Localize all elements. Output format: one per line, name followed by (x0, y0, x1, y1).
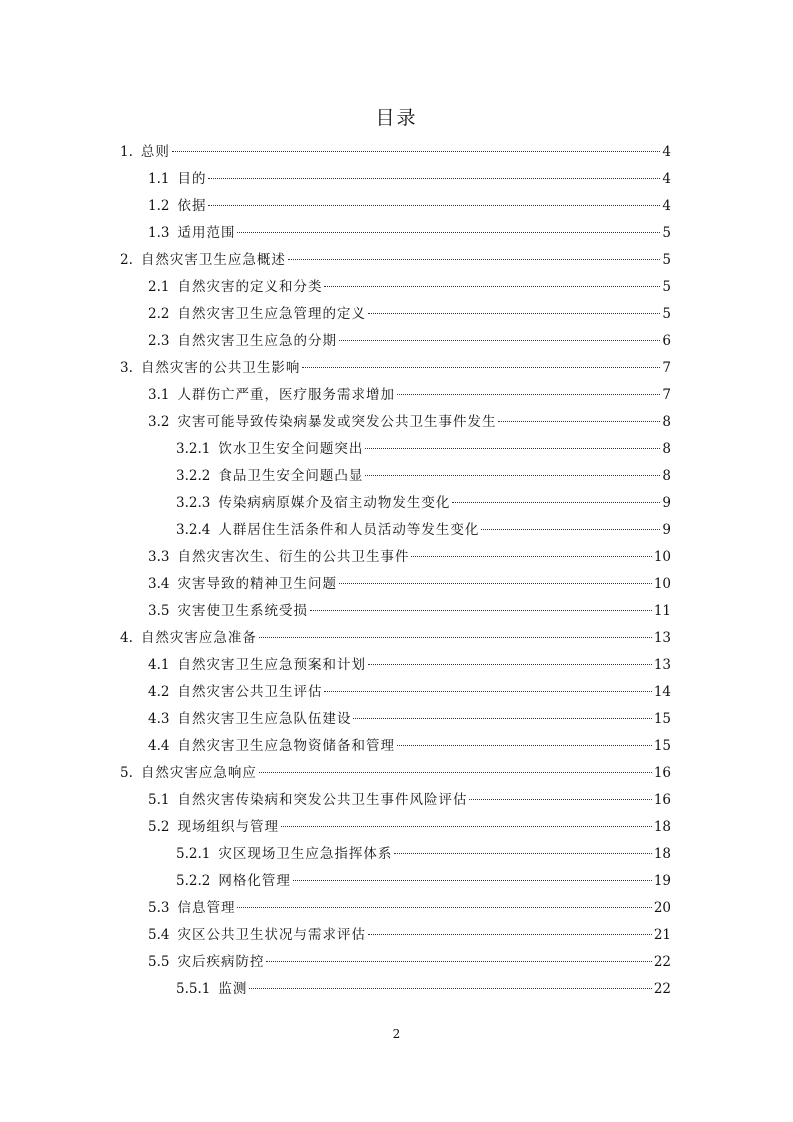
toc-entry-page: 7 (662, 387, 671, 403)
toc-entry-page: 5 (662, 225, 671, 241)
toc-dot-leader (365, 448, 660, 449)
toc-entry-number: 3.2 (148, 414, 170, 430)
toc-entry-title: 自然灾害公共卫生评估 (177, 684, 323, 700)
toc-entry-page: 5 (662, 306, 671, 322)
toc-entry-number: 5.2 (148, 819, 170, 835)
toc-dot-leader (469, 799, 651, 800)
toc-entry-title: 自然灾害卫生应急物资储备和管理 (177, 738, 395, 754)
toc-entry-page: 19 (653, 873, 671, 889)
toc-entry[interactable] (176, 490, 671, 516)
toc-entry-page: 11 (653, 603, 671, 619)
toc-entry-page: 14 (653, 684, 671, 700)
toc-entry-number: 4.3 (148, 711, 170, 727)
toc-dot-leader (208, 205, 660, 206)
toc-entry-number: 5.2.1 (176, 846, 211, 862)
toc-dot-leader (353, 718, 651, 719)
toc-entry[interactable] (148, 571, 671, 597)
toc-entry-number: 2. (120, 252, 133, 268)
toc-entry[interactable] (148, 922, 671, 948)
toc-entry[interactable] (176, 517, 671, 543)
toc-dot-leader (237, 907, 651, 908)
toc-entry[interactable] (120, 247, 671, 273)
toc-entry-page: 9 (662, 522, 671, 538)
toc-entry-title: 自然灾害卫生应急的分期 (177, 333, 337, 349)
toc-entry-number: 3.3 (148, 549, 170, 565)
toc-entry-page: 4 (662, 198, 671, 214)
toc-dot-leader (481, 529, 660, 530)
toc-dot-leader (324, 691, 651, 692)
toc-entry-number: 2.3 (148, 333, 170, 349)
toc-entry[interactable] (148, 895, 671, 921)
toc-entry-number: 4.1 (148, 657, 170, 673)
toc-entry-page: 13 (653, 630, 671, 646)
toc-entry-page: 18 (653, 846, 671, 862)
toc-dot-leader (339, 583, 652, 584)
toc-entry-title: 自然灾害卫生应急概述 (140, 252, 286, 268)
toc-entry-number: 1.3 (148, 225, 170, 241)
toc-entry-number: 5.5 (148, 954, 170, 970)
toc-entry-page: 8 (662, 414, 671, 430)
page-number: 2 (392, 1027, 401, 1041)
toc-entry-number: 5.2.2 (176, 873, 211, 889)
toc-entry-page: 22 (653, 981, 671, 997)
toc-entry-number: 3.2.4 (176, 522, 211, 538)
toc-entry[interactable] (148, 193, 671, 219)
toc-dot-leader (259, 637, 652, 638)
toc-entry[interactable] (148, 544, 671, 570)
toc-dot-leader (288, 259, 661, 260)
toc-entry-page: 16 (653, 792, 671, 808)
toc-dot-leader (172, 151, 661, 152)
toc-entry-number: 1. (120, 144, 133, 160)
toc-entry-title: 适用范围 (177, 225, 236, 241)
toc-entry[interactable] (148, 814, 671, 840)
toc-entry[interactable] (120, 760, 671, 786)
toc-entry[interactable] (148, 949, 671, 975)
toc-entry-title: 自然灾害次生、衍生的公共卫生事件 (177, 549, 410, 565)
toc-entry-page: 10 (653, 576, 671, 592)
toc-entry-number: 2.1 (148, 279, 170, 295)
toc-entry-title: 灾害导致的精神卫生问题 (177, 576, 337, 592)
toc-dot-leader (368, 313, 660, 314)
toc-dot-leader (237, 232, 660, 233)
toc-entry-number: 3.4 (148, 576, 170, 592)
toc-entry-title: 自然灾害的公共卫生影响 (140, 360, 301, 376)
toc-entry-title: 现场组织与管理 (177, 819, 279, 835)
toc-dot-leader (310, 610, 652, 611)
toc-entry-number: 2.2 (148, 306, 170, 322)
toc-entry-title: 灾后疾病防控 (177, 954, 265, 970)
toc-dot-leader (411, 556, 651, 557)
toc-entry-number: 3.2.3 (176, 495, 211, 511)
toc-dot-leader (324, 286, 660, 287)
toc-dot-leader (368, 934, 652, 935)
toc-dot-leader (266, 961, 651, 962)
toc-entry-number: 3.5 (148, 603, 170, 619)
toc-entry-title: 饮水卫生安全问题突出 (218, 441, 364, 457)
toc-dot-leader (368, 664, 652, 665)
toc-entry-page: 10 (653, 549, 671, 565)
toc-dot-leader (339, 340, 660, 341)
toc-entry-title: 人群居住生活条件和人员活动等发生变化 (218, 522, 480, 538)
toc-entry-page: 8 (662, 441, 671, 457)
toc-dot-leader (452, 502, 660, 503)
toc-entry[interactable] (148, 301, 671, 327)
toc-entry[interactable] (148, 598, 671, 624)
toc-entry-page: 22 (653, 954, 671, 970)
toc-entry-number: 5. (120, 765, 133, 781)
toc-entry-title: 网格化管理 (218, 873, 291, 889)
toc-entry-title: 灾害可能导致传染病暴发或突发公共卫生事件发生 (177, 414, 497, 430)
toc-dot-leader (293, 880, 652, 881)
toc-entry-number: 4.4 (148, 738, 170, 754)
toc-entry[interactable] (176, 841, 671, 867)
toc-entry[interactable] (148, 706, 671, 732)
toc-dot-leader (259, 772, 652, 773)
toc-entry-number: 5.3 (148, 900, 170, 916)
toc-entry[interactable] (120, 355, 671, 381)
toc-entry-title: 自然灾害的定义和分类 (177, 279, 323, 295)
toc-entry-page: 4 (662, 171, 671, 187)
toc-entry[interactable] (176, 976, 671, 1002)
toc-entry-title: 传染病病原媒介及宿主动物发生变化 (218, 495, 451, 511)
toc-entry[interactable] (176, 868, 671, 894)
toc-entry[interactable] (148, 220, 671, 246)
toc-entry-title: 灾害使卫生系统受损 (177, 603, 308, 619)
toc-entry[interactable] (148, 679, 671, 705)
toc-entry-number: 3.2.1 (176, 441, 211, 457)
toc-entry-title: 自然灾害传染病和突发公共卫生事件风险评估 (177, 792, 468, 808)
toc-entry[interactable] (120, 625, 671, 651)
toc-entry-number: 1.2 (148, 198, 170, 214)
toc-entry-number: 3. (120, 360, 133, 376)
toc-entry-number: 1.1 (148, 171, 170, 187)
toc-entry-page: 20 (653, 900, 671, 916)
toc-entry-page: 5 (662, 279, 671, 295)
toc-entry[interactable] (148, 733, 671, 759)
toc-dot-leader (249, 988, 651, 989)
toc-entry-title: 信息管理 (177, 900, 236, 916)
toc-entry-title: 总则 (140, 144, 170, 160)
toc-dot-leader (365, 475, 660, 476)
toc-entry-title: 依据 (177, 198, 207, 214)
toc-entry[interactable] (120, 139, 671, 165)
toc-entry-page: 5 (662, 252, 671, 268)
toc-entry-number: 3.1 (148, 387, 170, 403)
toc-entry[interactable] (176, 436, 671, 462)
toc-entry-title: 自然灾害应急准备 (140, 630, 257, 646)
toc-entry-title: 目的 (177, 171, 207, 187)
toc-entry[interactable] (148, 274, 671, 300)
toc-entry-title: 食品卫生安全问题凸显 (218, 468, 364, 484)
toc-entry-title: 自然灾害卫生应急预案和计划 (177, 657, 366, 673)
toc-entry-page: 15 (653, 711, 671, 727)
toc-entry-page: 6 (662, 333, 671, 349)
toc-entry-title: 灾区现场卫生应急指挥体系 (218, 846, 393, 862)
toc-entry-number: 5.4 (148, 927, 170, 943)
toc-dot-leader (281, 826, 652, 827)
toc-entry[interactable] (148, 328, 671, 354)
toc-entry-title: 人群伤亡严重，医疗服务需求增加 (177, 387, 395, 403)
toc-entry-page: 13 (653, 657, 671, 673)
toc-entry[interactable] (148, 652, 671, 678)
toc-entry[interactable] (148, 166, 671, 192)
toc-entry-page: 16 (653, 765, 671, 781)
toc-entry-title: 监测 (218, 981, 248, 997)
toc-entry-number: 4.2 (148, 684, 170, 700)
toc-title: 目录 (375, 107, 418, 129)
toc-entry-title: 自然灾害应急响应 (140, 765, 257, 781)
toc-entry-page: 15 (653, 738, 671, 754)
toc-entry-number: 5.1 (148, 792, 170, 808)
toc-dot-leader (394, 853, 651, 854)
toc-dot-leader (498, 421, 660, 422)
toc-dot-leader (302, 367, 660, 368)
toc-entry-page: 18 (653, 819, 671, 835)
toc-entry-page: 7 (662, 360, 671, 376)
toc-entry[interactable] (148, 409, 671, 435)
toc-entry[interactable] (148, 382, 671, 408)
toc-entry-page: 4 (662, 144, 671, 160)
toc-entry-number: 5.5.1 (176, 981, 211, 997)
toc-entry-title: 灾区公共卫生状况与需求评估 (177, 927, 366, 943)
toc-dot-leader (397, 745, 652, 746)
toc-entry-number: 4. (120, 630, 133, 646)
toc-dot-leader (397, 394, 660, 395)
toc-entry-title: 自然灾害卫生应急队伍建设 (177, 711, 352, 727)
toc-entry-page: 8 (662, 468, 671, 484)
toc-dot-leader (208, 178, 660, 179)
toc-entry-page: 9 (662, 495, 671, 511)
toc-entry-number: 3.2.2 (176, 468, 211, 484)
toc-entry-title: 自然灾害卫生应急管理的定义 (177, 306, 366, 322)
toc-entry[interactable] (176, 463, 671, 489)
toc-entry-page: 21 (653, 927, 671, 943)
toc-entry[interactable] (148, 787, 671, 813)
